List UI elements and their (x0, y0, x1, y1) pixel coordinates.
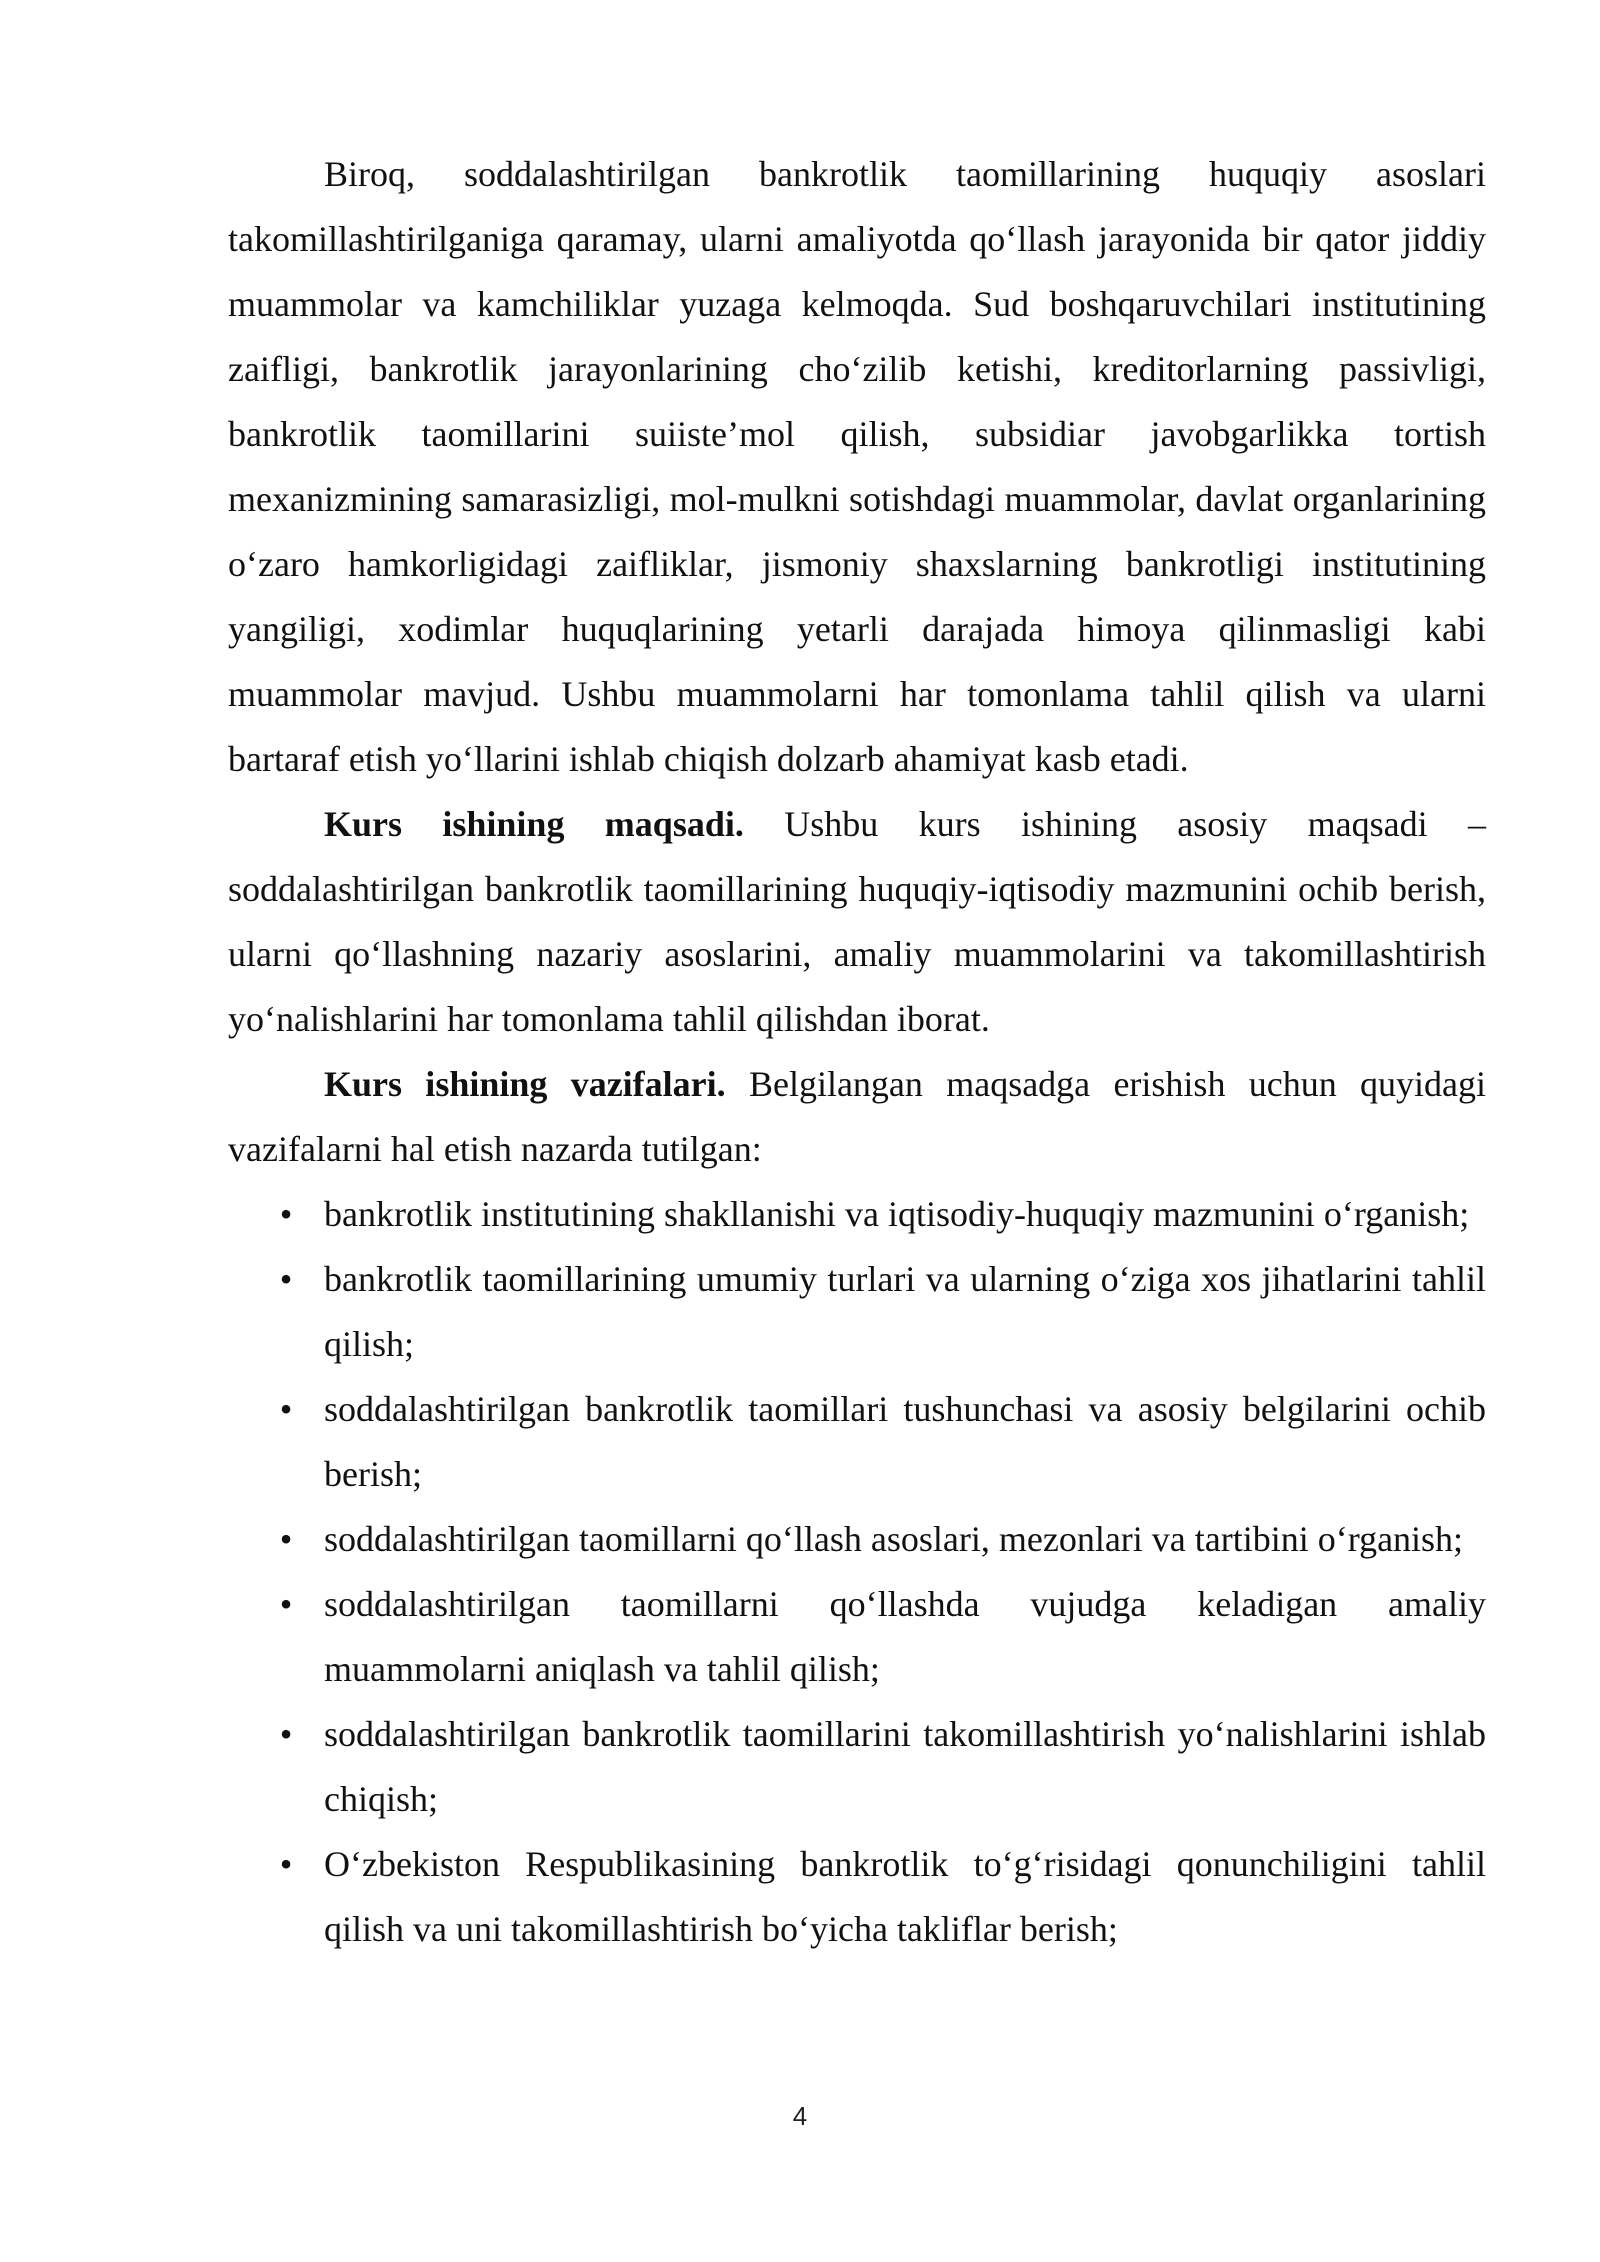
list-item (228, 1247, 1486, 1377)
list-item-text: bankrotlik institutining shakllanishi va iqtisodiy-huquqiy mazmunini o‘rganish; (324, 1194, 1470, 1234)
list-item-text: soddalashtirilgan taomillarni qo‘llash asoslari, mezonlari va tartibini o‘rganish; (324, 1519, 1464, 1559)
bullet-icon: • (279, 1259, 293, 1299)
bullet-icon: • (279, 1584, 293, 1624)
goal-paragraph (228, 792, 1486, 1052)
list-item-text: bankrotlik taomillarining umumiy turlari va ularning o‘ziga xos jihatlarini tahlil qilish; (324, 1259, 1486, 1364)
bullet-icon: • (279, 1194, 293, 1234)
bullet-icon: • (279, 1844, 293, 1884)
bullet-icon: • (279, 1714, 293, 1754)
bullet-icon: • (279, 1389, 293, 1429)
tasks-intro-text: Belgilangan maqsadga erishish uchun quyidagi vazifalarni hal etish nazarda tutilgan: (228, 1064, 1487, 1169)
list-item-text: soddalashtirilgan bankrotlik taomillarini takomillashtirish yo‘nalishlarini ishlab chiqish; (324, 1714, 1486, 1819)
list-item (228, 1572, 1486, 1702)
tasks-paragraph (228, 1052, 1486, 1182)
bullet-icon: • (279, 1519, 293, 1559)
list-item (228, 1507, 1486, 1572)
goal-heading: Kurs ishining maqsadi. (324, 804, 744, 844)
list-item (228, 1182, 1486, 1247)
list-item (228, 1702, 1486, 1832)
page-number: 4 (792, 2101, 808, 2131)
intro-paragraph: Biroq, soddalashtirilgan bankrotlik taomillarining huquqiy asoslari takomillashtirilganiga qaramay, ularni amaliyotda qo‘llash jarayonida bir qator jiddiy muammolar va kamchiliklar yuzaga kelmoqda. Sud boshqaruvchilari institutining zaifligi, bankrotlik jarayonlarining cho‘zilib ketishi, kreditorlarning passivligi, bankrotlik taomillarini suiiste’mol qilish, subsidiar javobgarlikka tortish mexanizmining samarasizligi, mol-mulkni sotishdagi muammolar, davlat organlarining o‘zaro hamkorligidagi zaifliklar, jismoniy shaxslarning bankrotligi institutining yangiligi, xodimlar huquqlarining yetarli darajada himoya qilinmasligi kabi muammolar mavjud. Ushbu muammolarni har tomonlama tahlil qilish va ularni bartaraf etish yo‘llarini ishlab chiqish dolzarb ahamiyat kasb etadi. (228, 154, 1486, 779)
list-item-text: soddalashtirilgan taomillarni qo‘llashda vujudga keladigan amaliy muammolarni aniqlash va tahlil qilish; (324, 1584, 1486, 1689)
list-item-text: O‘zbekiston Respublikasining bankrotlik to‘g‘risidagi qonunchiligini tahlil qilish va uni takomillashtirish bo‘yicha takliflar berish; (324, 1844, 1486, 1949)
tasks-heading: Kurs ishining vazifalari. (324, 1064, 726, 1104)
page-body (228, 142, 1486, 1962)
tasks-list (228, 1182, 1486, 1962)
list-item (228, 1377, 1486, 1507)
list-item (228, 1832, 1486, 1962)
list-item-text: soddalashtirilgan bankrotlik taomillari tushunchasi va asosiy belgilarini ochib berish; (324, 1389, 1486, 1494)
goal-text: Ushbu kurs ishining asosiy maqsadi – soddalashtirilgan bankrotlik taomillarining huquqiy-iqtisodiy mazmunini ochib berish, ularni qo‘llashning nazariy asoslarini, amaliy muammolarini va takomillashtirish yo‘nalishlarini har tomonlama tahlil qilishdan iborat. (228, 804, 1486, 1039)
